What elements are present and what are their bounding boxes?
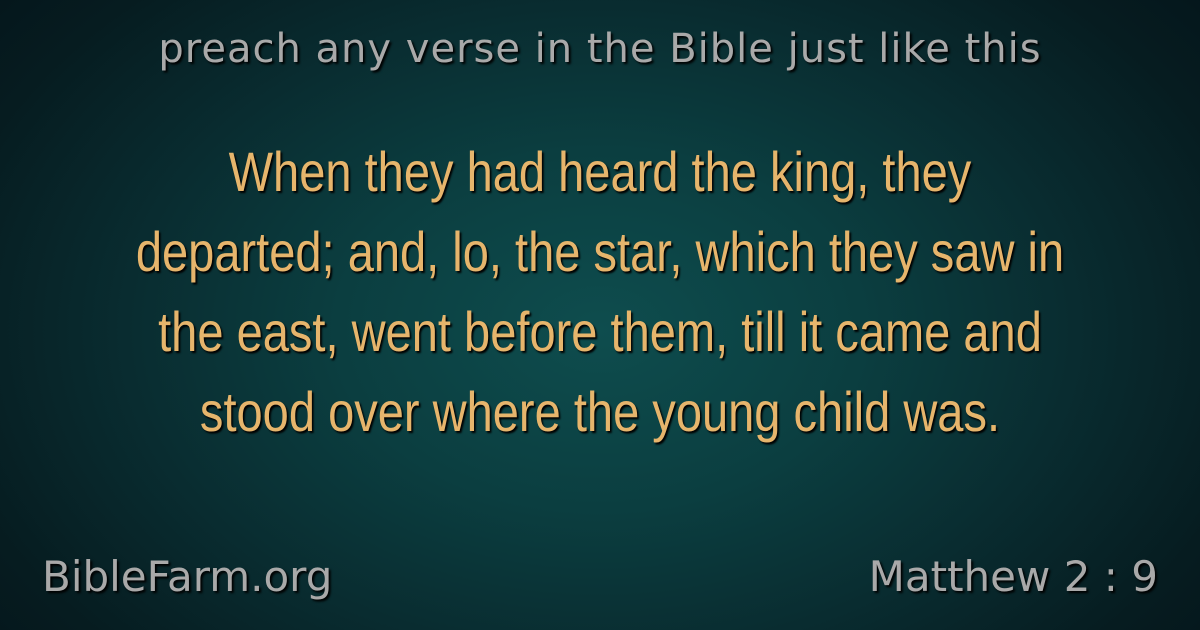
tagline: preach any verse in the Bible just like this bbox=[158, 26, 1042, 72]
site-name: BibleFarm.org bbox=[42, 552, 333, 601]
verse-reference: Matthew 2 : 9 bbox=[868, 552, 1158, 601]
verse-text: When they had heard the king, they departed; and, lo, the star, which they saw in the east, went before them, till it came and stood over where the young child was. bbox=[135, 140, 1065, 443]
